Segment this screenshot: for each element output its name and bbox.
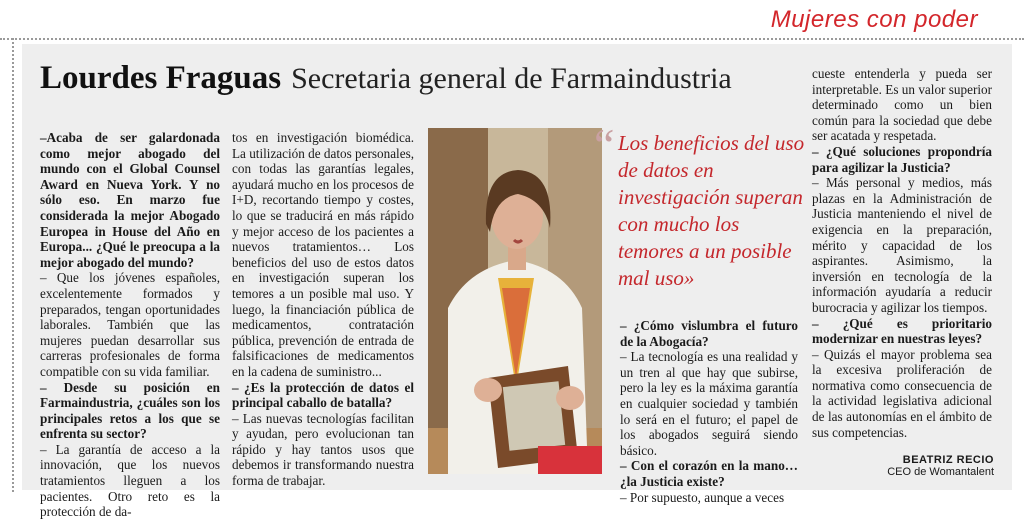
- question: – Desde su posición en Farmaindustria, ¿cuáles son los principales retos a los que se enfrenta su sector?: [40, 379, 220, 442]
- quote-mark-icon: “: [594, 119, 615, 170]
- text-column-1: [40, 130, 220, 520]
- answer: – La garantía de acceso a la innovación, que los nuevos tratamientos lleguen a los pacientes. Otro reto es la protección de da-: [40, 441, 220, 520]
- text-column-4: [812, 66, 992, 440]
- text-column-2: [232, 130, 414, 489]
- answer: – Más personal y medios, más plazas en la Administración de Justicia manteniendo el nivel de exigencia en la preparación, mérito y capacidad de los aspirantes. Asimismo, la inversión en tecnología de la información ayudaría a reducir burocracia y agilizar los tiempos.: [812, 175, 992, 315]
- answer: – Por supuesto, aunque a veces: [620, 489, 785, 505]
- byline-role: CEO de Womantalent: [887, 466, 994, 478]
- headline-role: Secretaria general de Farmaindustria: [291, 62, 732, 95]
- question: – ¿Qué soluciones propondría para agilizar la Justicia?: [812, 143, 992, 175]
- section-title: Mujeres con poder: [770, 6, 978, 33]
- question: –Acaba de ser galardonada como mejor abogado del mundo con el Global Counsel Award en Nueva York. Y no sólo eso. En marzo fue considerada la mejor Abogado Europea in House del Año en Europa... ¿Qué le preocupa a la mejor abogado del mundo?: [40, 130, 220, 270]
- answer: – Quizás el mayor problema sea la excesiva proliferación de normativa como consecuencia de la actividad legislativa adicional de las autonomías en el ámbito de sus competencias.: [812, 346, 992, 440]
- pullquote: Los beneficios del uso de datos en investigación superan con mucho los temores a un posible mal uso»: [618, 131, 805, 290]
- answer: cueste entenderla y pueda ser interpretable. Es un valor superior determinado como un bien común para la sociedad que debe ser acatada y respetada.: [812, 66, 992, 144]
- answer: – Las nuevas tecnologías facilitan y ayudan, pero evolucionan tan rápido y hay tantos usos que debemos ir transformando nuestra forma de trabajar.: [232, 410, 414, 489]
- byline-author: BEATRIZ RECIO: [902, 454, 994, 466]
- answer: – Que los jóvenes españoles, excelentemente formados y preparados, tengan oportunidades laborales. También que las mujeres puedan desarrollar sus carreras profesionales de forma compatible con su vida familiar.: [40, 270, 220, 379]
- headline-name: Lourdes Fraguas: [40, 60, 282, 96]
- byline: [887, 454, 994, 478]
- portrait-illustration: [428, 128, 602, 474]
- question: – ¿Cómo vislumbra el futuro de la Abogacía?: [620, 318, 798, 349]
- dotted-rule-vertical: [12, 38, 14, 492]
- headline: [40, 60, 732, 97]
- question: – ¿Es la protección de datos el principal caballo de batalla?: [232, 379, 414, 411]
- question: – Con el corazón en la mano… ¿la Justicia existe?: [620, 458, 798, 489]
- answer: tos en investigación biomédica. La utilización de datos personales, con todas las garantías legales, ayudará mucho en los procesos de I+D, recortando tiempo y costes, lo que se traducirá en más rápido y mejor acceso de los pacientes a nuevos tratamientos… Los beneficios del uso de estos datos en investigación superan los temores a un posible mal uso. Y luego, la financiación pública de medicamentos, contratación pública, prevención de entrada de falsificaciones de medicamentos en la cadena de suministro...: [232, 130, 414, 379]
- question: – ¿Qué es prioritario modernizar en nuestras leyes?: [812, 315, 992, 347]
- dotted-rule: [0, 38, 1024, 40]
- text-column-3: [620, 318, 798, 505]
- portrait-photo: [428, 128, 602, 474]
- answer: – La tecnología es una realidad y un tren al que hay que subirse, pero la ley es la máxima garantía en cualquier sociedad y también lo será en el futuro; el papel de los abogados seguirá siendo básico.: [620, 349, 798, 458]
